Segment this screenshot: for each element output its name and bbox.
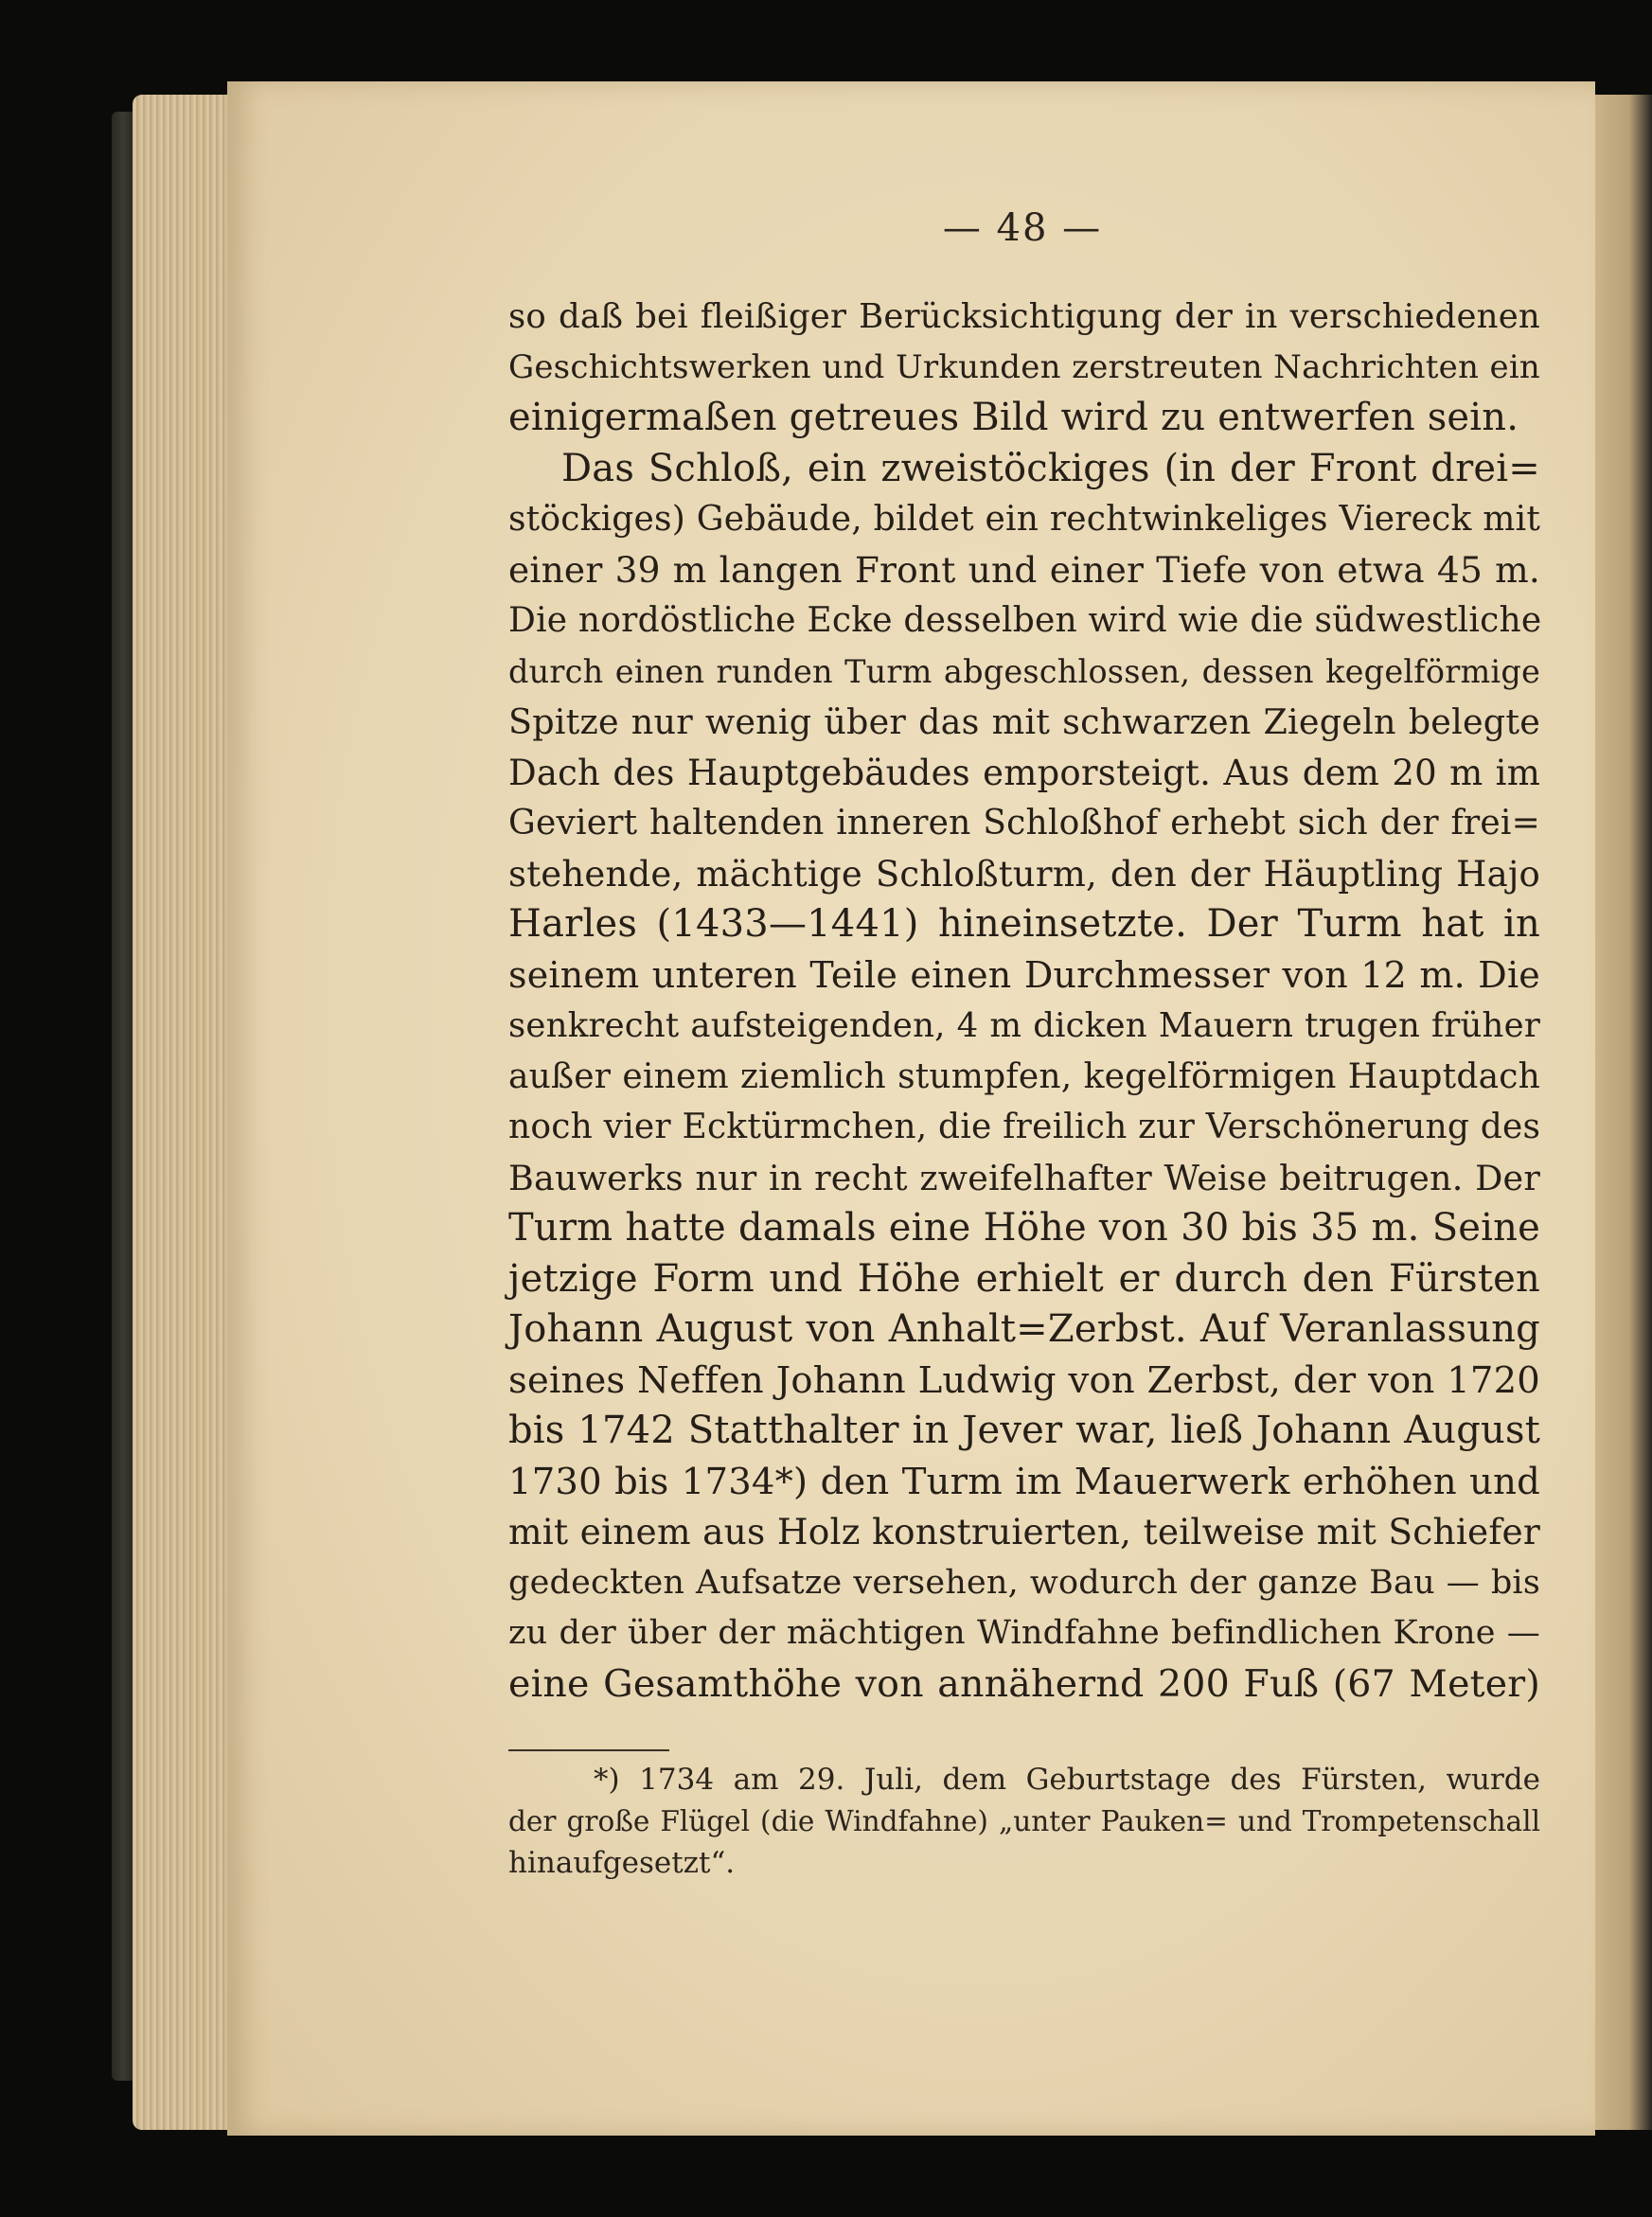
text-line: so daß bei fleißiger Berücksichtigung der in verschiedenen bbox=[508, 297, 1540, 336]
text-line: Johann August von Anhalt=Zerbst. Auf Veranlassung bbox=[508, 1307, 1540, 1351]
text-line: eine Gesamthöhe von annähernd 200 Fuß (67 Meter) bbox=[508, 1661, 1540, 1706]
text-line: gedeckten Aufsatze versehen, wodurch der ganze Bau — bis bbox=[508, 1563, 1540, 1602]
text-line: Geschichtswerken und Urkunden zerstreuten Nachrichten ein bbox=[508, 347, 1540, 386]
text-line: Harles (1433—1441) hineinsetzte. Der Turm hat in bbox=[508, 902, 1540, 946]
text-line: mit einem aus Holz konstruierten, teilweise mit Schiefer bbox=[508, 1511, 1540, 1552]
text-line: zu der über der mächtigen Windfahne befindlichen Krone — bbox=[508, 1614, 1540, 1652]
text-line: bis 1742 Statthalter in Jever war, ließ Johann August bbox=[508, 1409, 1540, 1452]
text-line: einigermaßen getreues Bild wird zu entwerfen sein. bbox=[508, 396, 1519, 439]
footnote-line: hinaufgesetzt“. bbox=[508, 1846, 736, 1880]
text-line: durch einen runden Turm abgeschlossen, dessen kegelförmige bbox=[508, 652, 1540, 690]
footnote-line: *) 1734 am 29. Juli, dem Geburtstage des Fürsten, wurde bbox=[594, 1763, 1540, 1797]
text-line: Turm hatte damals eine Höhe von 30 bis 35 m. Seine bbox=[508, 1206, 1540, 1250]
text-line: Bauwerks nur in recht zweifelhafter Weise beitrugen. Der bbox=[508, 1157, 1540, 1198]
text-line: Dach des Hauptgebäudes emporsteigt. Aus dem 20 m im bbox=[508, 752, 1540, 793]
right-page-edge bbox=[1595, 95, 1652, 2130]
footnote-rule bbox=[508, 1749, 669, 1751]
text-line: Die nordöstliche Ecke desselben wird wie die südwestliche bbox=[508, 601, 1542, 640]
text-line: senkrecht aufsteigenden, 4 m dicken Mauern trugen früher bbox=[508, 1006, 1540, 1045]
text-line: noch vier Ecktürmchen, die freilich zur Verschönerung des bbox=[508, 1108, 1541, 1146]
text-line: jetzige Form und Höhe erhielt er durch den Fürsten bbox=[508, 1256, 1540, 1301]
text-line: einer 39 m langen Front und einer Tiefe von etwa 45 m. bbox=[508, 548, 1540, 591]
text-line: außer einem ziemlich stumpfen, kegelförmigen Hauptdach bbox=[508, 1056, 1540, 1096]
text-line: Das Schloß, ein zweistöckiges (in der Front drei= bbox=[561, 446, 1540, 490]
text-line: Geviert haltenden inneren Schloßhof erhebt sich der frei= bbox=[508, 804, 1540, 842]
text-line: seinem unteren Teile einen Durchmesser von 12 m. Die bbox=[508, 953, 1540, 996]
text-line: Spitze nur wenig über das mit schwarzen Ziegeln belegte bbox=[508, 701, 1540, 742]
footnote-line: der große Flügel (die Windfahne) „unter Pauken= und Trompetenschall bbox=[508, 1805, 1540, 1837]
text-line: stöckiges) Gebäude, bildet ein rechtwinkeliges Viereck mit bbox=[508, 500, 1540, 539]
text-line: seines Neffen Johann Ludwig von Zerbst, der von 1720 bbox=[508, 1358, 1540, 1402]
text-line: stehende, mächtige Schloßturm, den der Häuptling Hajo bbox=[508, 853, 1540, 895]
body-text bbox=[508, 292, 1540, 1710]
page-number: — 48 — bbox=[942, 206, 1103, 250]
footnote bbox=[508, 1759, 1540, 1884]
text-line: 1730 bis 1734*) den Turm im Mauerwerk erhöhen und bbox=[508, 1460, 1540, 1503]
